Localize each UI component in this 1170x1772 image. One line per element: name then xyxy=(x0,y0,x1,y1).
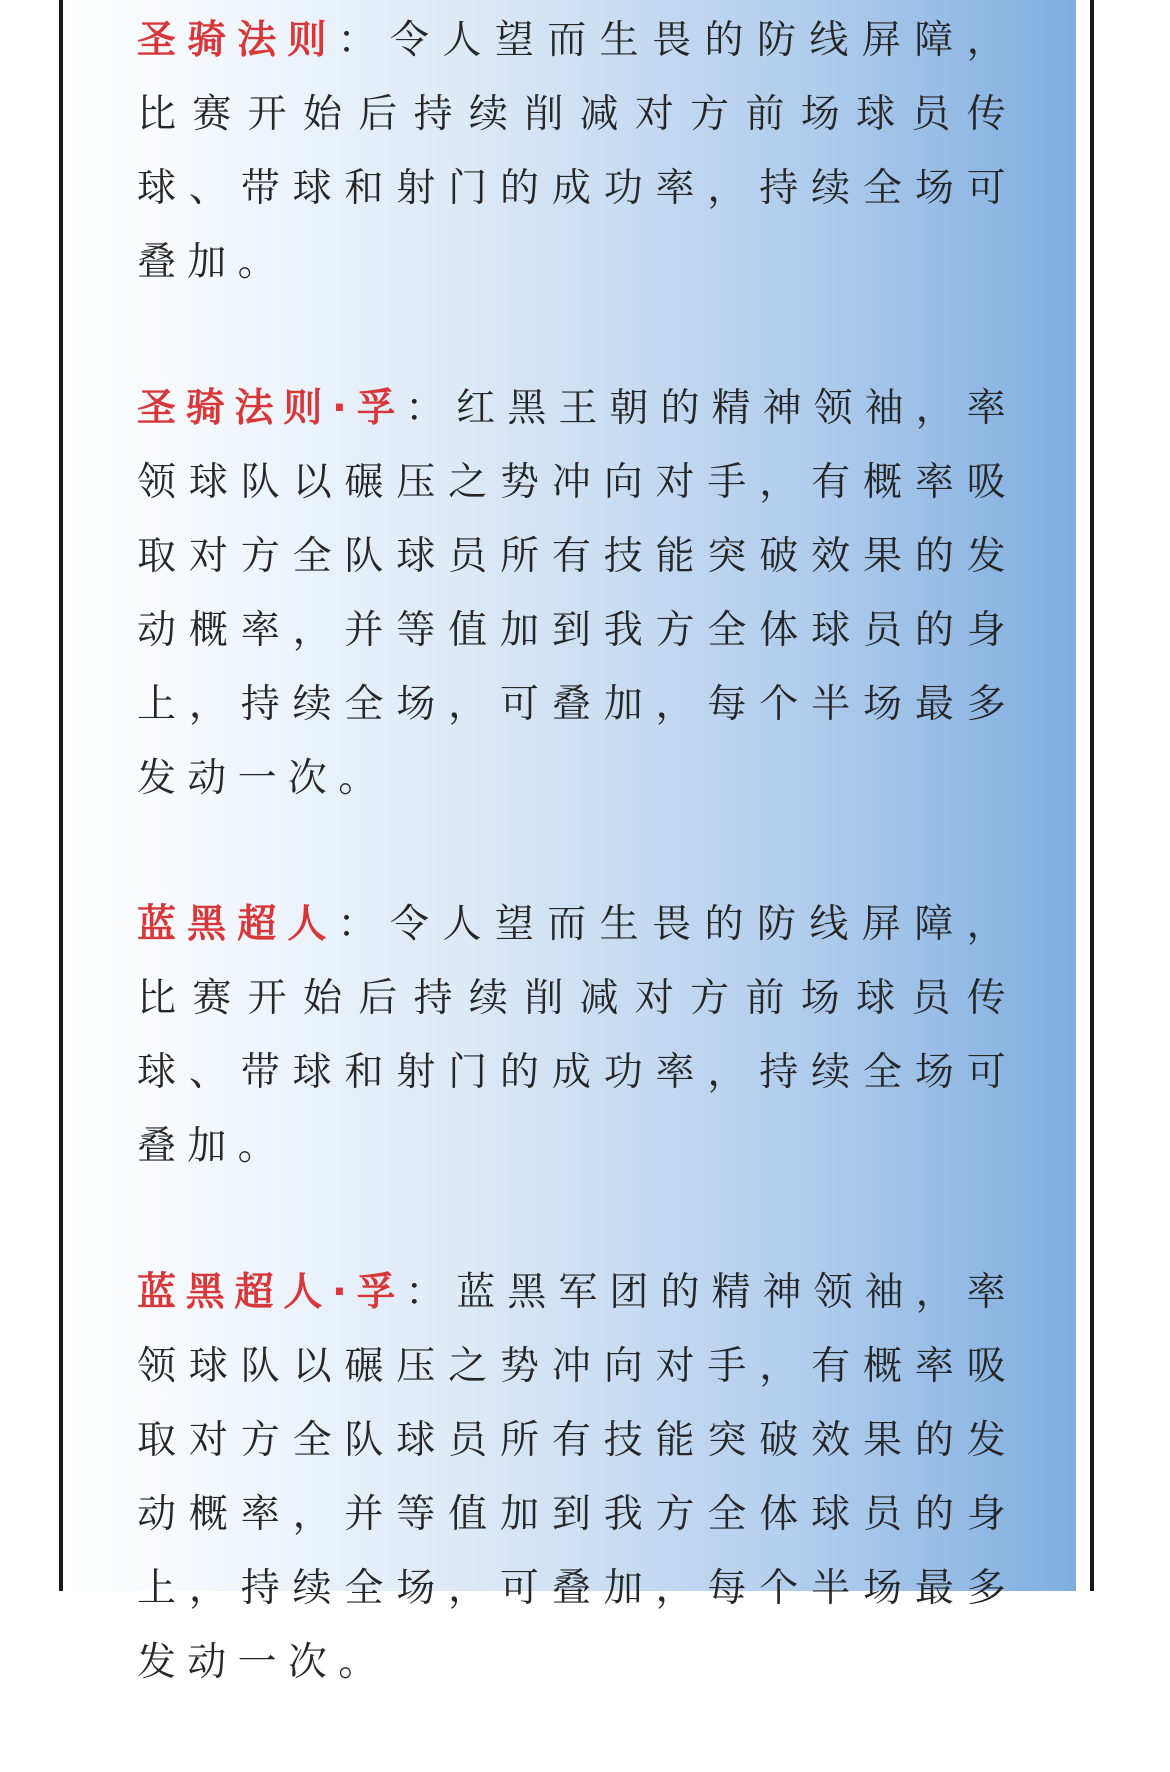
skill-description: 蓝黑军团的精神领袖，率领球队以碾压之势冲向对手，有概率吸取对方全队球员所有技能突破效果的发动概率，并等值加到我方全体球员的身上，持续全场，可叠加，每个半场最多发动一次。 xyxy=(137,1270,1017,1685)
skill-colon: ： xyxy=(337,18,390,63)
skill-item-1 xyxy=(137,4,1017,300)
skill-name: 蓝黑超人·孚 xyxy=(137,1270,406,1315)
skill-list xyxy=(137,4,1017,1772)
skill-description: 令人望而生畏的防线屏障，比赛开始后持续削减对方前场球员传球、带球和射门的成功率，持续全场可叠加。 xyxy=(137,18,1017,285)
skill-description: 红黑王朝的精神领袖，率领球队以碾压之势冲向对手，有概率吸取对方全队球员所有技能突破效果的发动概率，并等值加到我方全体球员的身上，持续全场，可叠加，每个半场最多发动一次。 xyxy=(137,386,1017,801)
skill-name: 圣骑法则·孚 xyxy=(137,386,406,431)
skill-item-2 xyxy=(137,372,1017,816)
skill-colon: ： xyxy=(337,902,390,947)
skill-colon: ： xyxy=(405,1270,457,1315)
skill-item-4 xyxy=(137,1256,1017,1700)
skill-item-3 xyxy=(137,888,1017,1184)
skill-name: 圣骑法则 xyxy=(137,18,338,63)
skill-name: 蓝黑超人 xyxy=(137,902,338,947)
skill-description: 令人望而生畏的防线屏障，比赛开始后持续削减对方前场球员传球、带球和射门的成功率，持续全场可叠加。 xyxy=(137,902,1017,1169)
frame-right-border xyxy=(1090,0,1094,1591)
skill-colon: ： xyxy=(405,386,457,431)
